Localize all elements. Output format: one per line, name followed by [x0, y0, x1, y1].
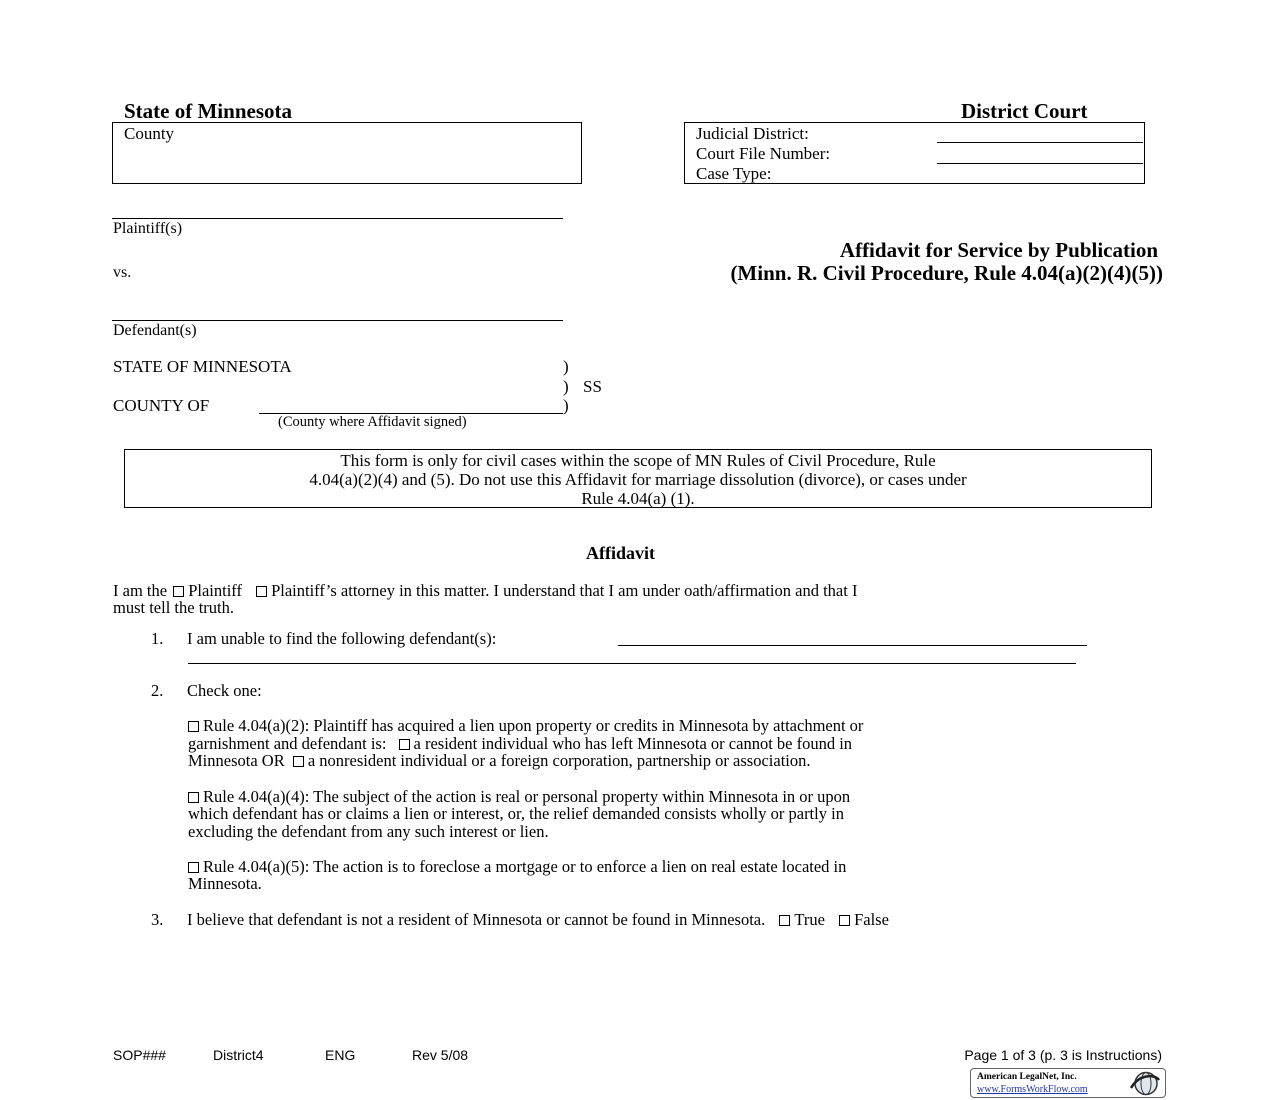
nonresident-option-label: a nonresident individual or a foreign corporation, partnership or association. [307, 751, 811, 770]
footer-page-number: Page 1 of 3 (p. 3 is Instructions) [964, 1047, 1162, 1063]
court-file-field[interactable] [937, 163, 1143, 164]
true-checkbox[interactable] [779, 915, 790, 926]
county-box[interactable] [112, 122, 582, 184]
true-option-label: True [794, 910, 825, 929]
footer-language: ENG [325, 1047, 356, 1063]
rule-2-text: garnishment and defendant is: [188, 734, 387, 753]
notice-line: Rule 4.04(a) (1). [581, 489, 695, 508]
vs-label: vs. [113, 264, 132, 281]
case-type-label: Case Type: [696, 164, 772, 183]
rule-2-checkbox[interactable] [188, 721, 199, 732]
plaintiff-field[interactable] [112, 218, 563, 219]
footer-form-id: SOP### [113, 1047, 166, 1063]
court-heading: District Court [961, 99, 1088, 123]
false-option-label: False [854, 910, 889, 929]
intro-line-2: must tell the truth. [113, 598, 234, 617]
publisher-name: American LegalNet, Inc. [977, 1072, 1077, 1082]
venue-paren: ) [563, 396, 569, 415]
case-type-field[interactable] [937, 183, 1143, 184]
venue-county-label: COUNTY OF [113, 396, 210, 415]
plaintiff-label: Plaintiff(s) [113, 220, 183, 237]
rule-4-text-3: excluding the defendant from any such interest or lien. [188, 822, 549, 841]
rule-4-text-2: which defendant has or claims a lien or interest, or, the relief demanded consists wholly or partly in [188, 804, 844, 823]
judicial-district-field[interactable] [937, 142, 1143, 143]
county-label: County [124, 124, 175, 143]
resident-option-label: a resident individual who has left Minnesota or cannot be found in [413, 734, 853, 753]
notice-line: This form is only for civil cases within the scope of MN Rules of Civil Procedure, Rule [340, 451, 936, 470]
state-heading: State of Minnesota [124, 99, 292, 123]
plaintiff-option-label: Plaintiff [188, 581, 242, 600]
form-subtitle: (Minn. R. Civil Procedure, Rule 4.04(a)(2)(4)(5)) [730, 261, 1163, 285]
rule-4-text: Rule 4.04(a)(4): The subject of the action is real or personal property within Minnesota in or upon [203, 787, 851, 806]
rule-5-text: Rule 4.04(a)(5): The action is to foreclose a mortgage or to enforce a lien on real estate located in [203, 857, 847, 876]
footer-district: District4 [213, 1047, 264, 1063]
publisher-url[interactable]: www.FormsWorkFlow.com [977, 1084, 1088, 1095]
nonresident-checkbox[interactable] [293, 756, 304, 767]
venue-county-note: (County where Affidavit signed) [278, 414, 467, 430]
notice-box [124, 449, 1152, 508]
rule-2-text: Minnesota OR [188, 751, 285, 770]
venue-ss: SS [583, 377, 602, 396]
rule-2-option [188, 716, 863, 736]
court-info-box [684, 122, 1145, 184]
item-number: 2. [151, 681, 164, 700]
judicial-district-label: Judicial District: [696, 124, 809, 143]
notice-line: 4.04(a)(2)(4) and (5). Do not use this Affidavit for marriage dissolution (divorce), or cases under [309, 470, 967, 489]
item-number: 1. [151, 629, 164, 648]
venue-paren: ) [563, 357, 569, 376]
item3-line [187, 910, 889, 930]
plaintiff-checkbox[interactable] [173, 586, 184, 597]
rule-2-text: Rule 4.04(a)(2): Plaintiff has acquired a lien upon property or credits in Minnesota by attachment or [203, 716, 864, 735]
defendant-label: Defendant(s) [113, 322, 197, 339]
defendant-names-field[interactable] [618, 645, 1087, 646]
defendant-field[interactable] [112, 320, 563, 321]
globe-icon [1127, 1071, 1161, 1096]
rule-4-checkbox[interactable] [188, 792, 199, 803]
rule-5-checkbox[interactable] [188, 862, 199, 873]
defendant-names-field-2[interactable] [188, 663, 1076, 664]
form-title: Affidavit for Service by Publication [839, 238, 1158, 262]
venue-paren: ) [563, 377, 569, 396]
rule-5-option [188, 857, 846, 877]
item2-text: Check one: [187, 681, 262, 700]
attorney-option-label: Plaintiff’s attorney in this matter. I understand that I am under oath/affirmation and that I [271, 581, 858, 600]
resident-checkbox[interactable] [399, 739, 410, 750]
footer-revision: Rev 5/08 [412, 1047, 469, 1063]
rule-2-line-3 [188, 751, 811, 771]
item3-text: I believe that defendant is not a resident of Minnesota or cannot be found in Minnesota. [187, 910, 766, 929]
venue-state: STATE OF MINNESOTA [113, 357, 292, 376]
false-checkbox[interactable] [839, 915, 850, 926]
item1-text: I am unable to find the following defendant(s): [187, 629, 497, 648]
publisher-logo[interactable] [970, 1068, 1166, 1098]
court-file-label: Court File Number: [696, 144, 831, 163]
rule-5-text-2: Minnesota. [188, 874, 262, 893]
item-number: 3. [151, 910, 164, 929]
attorney-checkbox[interactable] [256, 586, 267, 597]
intro-prefix: I am the [113, 581, 168, 600]
affidavit-heading: Affidavit [586, 543, 655, 563]
